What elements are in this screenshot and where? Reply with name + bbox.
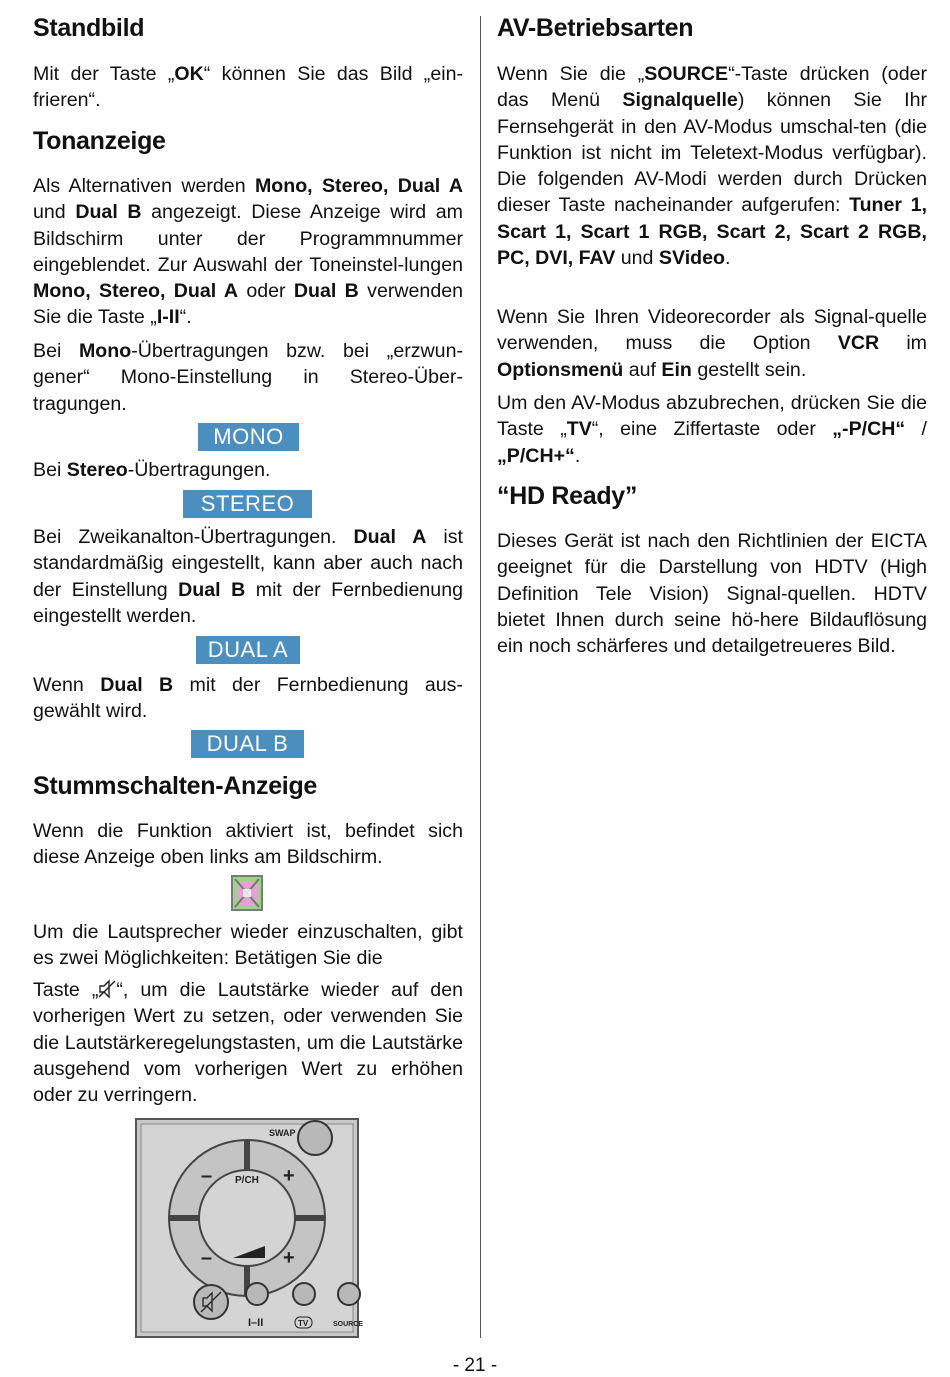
heading-standbild: Standbild (33, 14, 145, 42)
svg-text:–: – (201, 1165, 213, 1187)
heading-stummschalten: Stummschalten-Anzeige (33, 772, 318, 800)
heading-av-betriebsarten: AV-Betriebsarten (497, 14, 694, 42)
svg-text:I–II: I–II (248, 1317, 264, 1329)
svg-text:+: + (283, 1247, 295, 1269)
column-divider (480, 16, 481, 1338)
paragraph-stumm-1: Wenn die Funktion aktiviert ist, befindet sich diese Anzeige oben links am Bildschirm. (33, 820, 463, 869)
paragraph-hd-ready: Dieses Gerät ist nach den Richtlinien der EICTA geeignet für die Darstellung von HDTV (High Definition Tele Vision) Signal-quellen. HDTV bietet Ihnen durch seine hö-here Bildauflösung ein noch schärferes und detailgetreueres Bild. (497, 530, 927, 658)
mute-indicator-icon (231, 875, 263, 911)
paragraph-av-2: Wenn Sie Ihren Videorecorder als Signal-quelle verwenden, muss die Option VCR im Optionsmenü auf Ein gestellt sein. (497, 306, 927, 381)
svg-text:P/CH: P/CH (235, 1175, 259, 1186)
paragraph-av-1: Wenn Sie die „SOURCE“-Taste drücken (oder das Menü Signalquelle) können Sie Ihr Fernsehgerät in den AV-Modus umschal-ten (die Funktion ist nicht im Teletext-Modus verfügbar). Die folgenden AV-Modi werden durch Drücken dieser Taste nacheinander aufgerufen: Tuner 1, Scart 1, Scart 1 RGB, Scart 2, Scart 2 RGB, PC, DVI, FAV und SVideo. (497, 63, 928, 270)
paragraph-tonanzeige-mono: Bei Mono-Übertragungen bzw. bei „erzwun-gener“ Mono-Einstellung in Stereo-Über-tragungen. (33, 340, 464, 415)
badge-dual-b: DUAL B (191, 730, 304, 758)
page-number: - 21 - (452, 1355, 498, 1376)
svg-text:TV: TV (298, 1319, 309, 1328)
paragraph-av-3: Um den AV-Modus abzubrechen, drücken Sie die Taste „TV“, eine Ziffertaste oder „-P/CH“ / „P/CH+“. (497, 392, 927, 467)
svg-text:SOURCE: SOURCE (333, 1321, 363, 1328)
heading-tonanzeige: Tonanzeige (33, 127, 166, 155)
badge-dual-a: DUAL A (196, 636, 300, 664)
paragraph-tonanzeige-dual: Bei Zweikanalton-Übertragungen. Dual A ist standardmäßig eingestellt, kann aber auch nach der Einstellung Dual B mit der Fernbedienung eingestellt werden. (33, 526, 463, 627)
svg-text:+: + (283, 1165, 295, 1187)
mute-button-icon (98, 979, 116, 999)
paragraph-stumm-3: Taste „ “, um die Lautstärke wieder auf den vorherigen Wert zu setzen, oder verwenden Sie die Lautstärkeregelungstasten, um die Lautstärke ausgehend vom vorherigen Wert zu erhöhen oder zu verringern. (33, 979, 463, 1107)
swap-button (298, 1121, 332, 1155)
badge-mono: MONO (198, 423, 299, 451)
paragraph-tonanzeige-1: Als Alternativen werden Mono, Stereo, Dual A und Dual B angezeigt. Diese Anzeige wird am Bildschirm unter der Programmnummer eingeblendet. Zur Auswahl der Toneinstel-lungen Mono, Stereo, Dual A oder Dual B verwenden Sie die Taste „I-II“. (33, 175, 464, 329)
heading-hd-ready: “HD Ready” (497, 482, 638, 510)
remote-control-illustration (135, 1118, 363, 1338)
paragraph-stumm-2: Um die Lautsprecher wieder einzuschalten, gibt es zwei Möglichkeiten: Betätigen Sie die (33, 921, 463, 970)
paragraph-standbild: Mit der Taste „OK“ können Sie das Bild „ein-frieren“. (33, 63, 463, 112)
svg-text:SWAP: SWAP (269, 1128, 296, 1138)
badge-stereo: STEREO (183, 490, 312, 518)
svg-text:–: – (201, 1247, 213, 1269)
paragraph-tonanzeige-dual-b: Wenn Dual B mit der Fernbedienung aus-gewählt wird. (33, 674, 464, 723)
paragraph-tonanzeige-stereo: Bei Stereo-Übertragungen. (33, 459, 271, 481)
